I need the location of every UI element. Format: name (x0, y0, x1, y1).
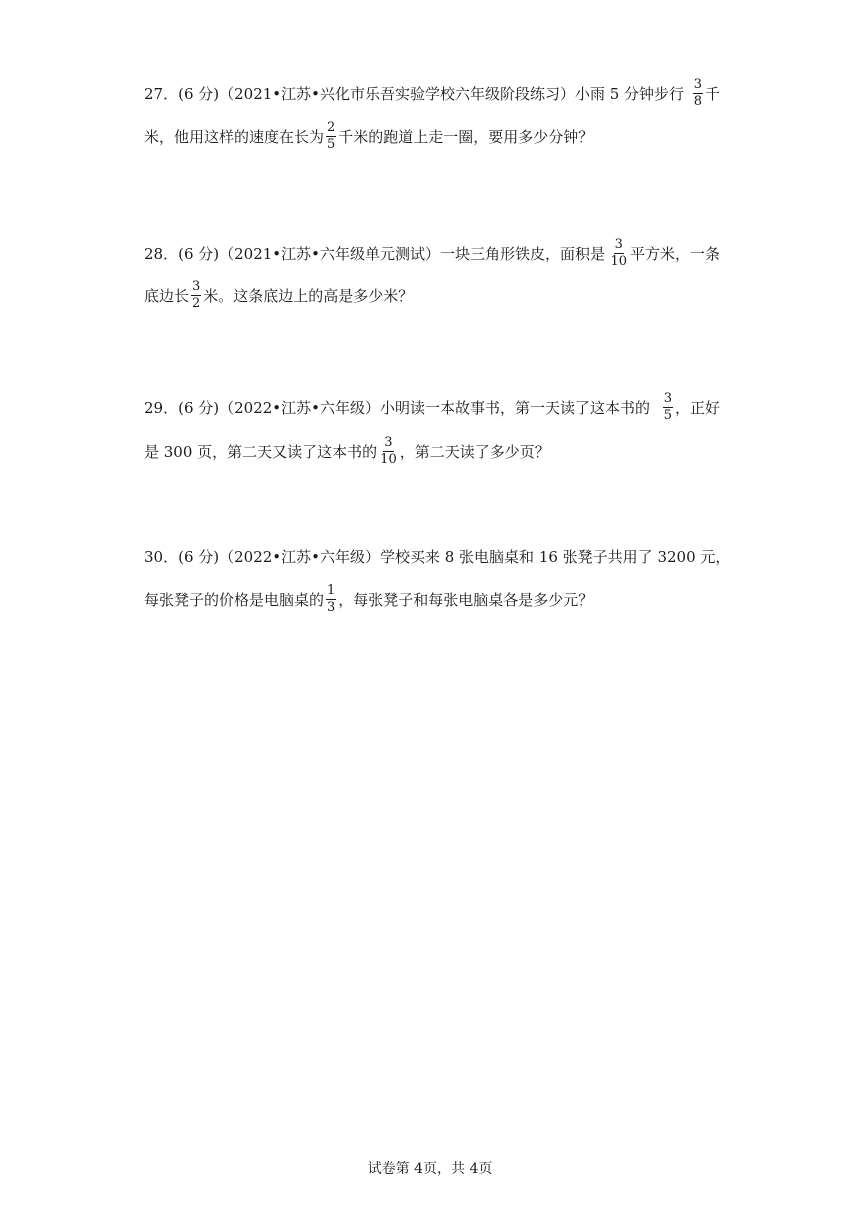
fraction-2-5: $\frac{2}{5}$ (327, 120, 336, 152)
question-30-line-1 (144, 547, 731, 567)
page-number-label: 试卷第 4页，共 4页 (367, 1161, 493, 1177)
question-28-text-d: 米。这条底边上的高是多少米？ (203, 286, 414, 305)
question-29-text-c: 是 300 页，第二天又读了这本书的 (144, 442, 378, 461)
fraction-3-10: $\frac{3}{10}$ (610, 237, 627, 269)
question-28-line-1 (144, 238, 720, 269)
question-27-text-a: 27．(6 分)（2021•江苏•兴化市乐吾实验学校六年级阶段练习）小雨 5 分钟步行 (144, 84, 685, 103)
question-29-text-b: ，正好 (674, 398, 720, 417)
fraction-3-10-b: $\frac{3}{10}$ (380, 435, 397, 467)
fraction-3-2: $\frac{3}{2}$ (192, 279, 201, 311)
question-27-text-c: 米，他用这样的速度在长为 (144, 127, 325, 146)
question-27-text-b: 千 (704, 84, 720, 103)
question-30-line-2 (144, 584, 720, 615)
question-30-text-a: 30．(6 分)（2022•江苏•六年级）学校买来 8 张电脑桌和 16 张凳子共用了 3200 元， (144, 548, 731, 566)
question-28-text-a: 28．(6 分)（2021•江苏•六年级单元测试）一块三角形铁皮，面积是 (144, 244, 605, 263)
fraction-3-8: $\frac{3}{8}$ (693, 77, 702, 109)
question-30-text-c: 每张凳子的价格是电脑桌的 (144, 590, 325, 609)
question-27-line-2 (144, 121, 720, 152)
question-29-line-1 (144, 392, 720, 423)
question-28-text-b: 平方米，一条 (629, 244, 720, 263)
question-29-line-2 (144, 436, 720, 467)
fraction-1-3: $\frac{1}{3}$ (327, 583, 336, 615)
question-30-text-d: ，每张凳子和每张电脑桌各是多少元？ (338, 590, 594, 609)
question-28-text-c: 底边长 (144, 286, 190, 305)
question-27-text-d: 千米的跑道上走一圈，要用多少分钟？ (338, 127, 594, 146)
question-29-text-a: 29．(6 分)（2022•江苏•六年级）小明读一本故事书，第一天读了这本书的 (144, 398, 650, 417)
page-footer (0, 1160, 860, 1178)
fraction-3-5: $\frac{3}{5}$ (663, 391, 672, 423)
question-28-line-2 (144, 280, 720, 311)
question-29-text-d: ，第二天读了多少页？ (399, 442, 550, 461)
question-27-line-1 (144, 78, 720, 109)
